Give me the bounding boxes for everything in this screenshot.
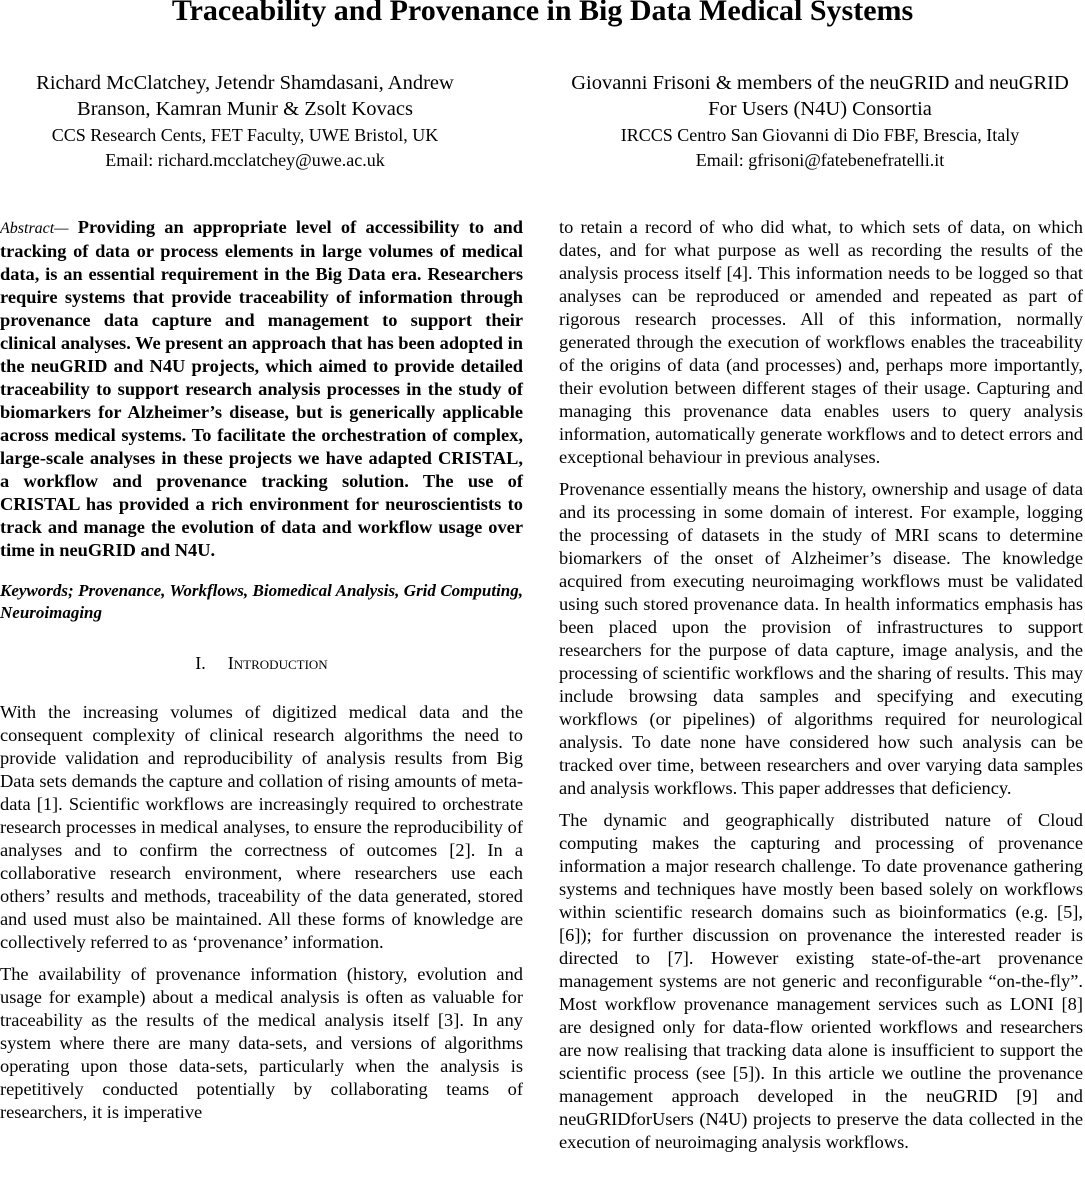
section-number: I. [195,653,206,673]
abstract-label: Abstract— [0,220,69,237]
section-title: Introduction [227,653,328,673]
section-heading [0,652,523,675]
author-block-right [555,70,1085,172]
author-affiliation: CCS Research Cents, FET Faculty, UWE Bristol, UK [51,125,439,145]
author-affiliation: IRCCS Centro San Giovanni di Dio FBF, Brescia, Italy [620,125,1020,145]
body-paragraph: Provenance essentially means the history, ownership and usage of data and its processing in some domain of interest. For example, logging the processing of datasets in the study of MRI scans to determine biomarkers of the onset of Alzheimer’s disease. The knowledge acquired from executing neuroimaging workflows must be validated using such stored provenance data. In health informatics emphasis has been placed upon the provision of infrastructures to support researchers for the purpose of data capture, image analysis, and the processing of scientific workflows and the sharing of results. This may include browsing data samples and specifying and executing workflows (or pipelines) of algorithms required for neurological analysis. To date none have considered how such analysis can be tracked over time, between researchers and over varying data samples and analysis workflows. This paper addresses that deficiency. [559,479,1083,798]
author-names: Giovanni Frisoni & members of the neuGRID and neuGRID For Users (N4U) Consortia [571,72,1069,120]
body-paragraph: to retain a record of who did what, to which sets of data, on which dates, and for what purpose as well as recording the results of the analysis process itself [4]. This information needs to be logged so that analyses can be reproduced or amended and repeated as part of rigorous research processes. All of this information, normally generated through the execution of workflows enables the traceability of the origins of data (and processes) and, perhaps more importantly, their evolution between different stages of their usage. Capturing and managing this provenance data enables users to query analysis information, automatically generate workflows and to detect errors and exceptional behaviour in previous analyses. [559,217,1083,467]
left-column [0,216,523,1124]
body-paragraph: The availability of provenance information (history, evolution and usage for example) about a medical analysis is often as valuable for traceability as the results of the medical analysis itself [3]. In any system where there are many data-sets, and versions of algorithms operating upon those data-sets, particularly when the analysis is repetitively conducted potentially by collaborating teams of researchers, it is imperative [0,964,523,1122]
body-paragraph: The dynamic and geographically distributed nature of Cloud computing makes the capturing and processing of provenance information a major research challenge. To date provenance gathering systems and techniques have mostly been based solely on workflows within scientific research domains such as bioinformatics (e.g. [5], [6]); for further discussion on provenance the interested reader is directed to [7]. However existing state-of-the-art provenance management systems are not generic and reconfigurable “on-the-fly”. Most workflow provenance management services such as LONI [8] are designed only for data-flow oriented workflows and researchers are now realising that tracking data alone is insufficient to support the scientific process (see [5]). In this article we outline the provenance management approach developed in the neuGRID [9] and neuGRIDforUsers (N4U) projects to preserve the data collected in the execution of neuroimaging analysis workflows. [559,810,1083,1152]
abstract [0,216,523,562]
author-email: Email: richard.mcclatchey@uwe.ac.uk [105,150,385,170]
body-paragraph: With the increasing volumes of digitized medical data and the consequent complexity of clinical research algorithms the need to provide validation and reproducibility of analysis results from Big Data sets demands the capture and collation of rising amounts of meta-data [1]. Scientific workflows are increasingly required to orchestrate research processes in medical analyses, to ensure the reproducibility of analyses and to confirm the correctness of outcomes [2]. In a collaborative research environment, where researchers use each others’ results and methods, traceability of the data generated, stored and used must also be maintained. All these forms of knowledge are collectively referred to as ‘provenance’ information. [0,702,523,952]
keywords: Keywords; Provenance, Workflows, Biomedical Analysis, Grid Computing, Neuroimaging [0,581,523,622]
author-email: Email: gfrisoni@fatebenefratelli.it [695,150,945,170]
abstract-text: Providing an appropriate level of accessibility to and tracking of data or process elements in large volumes of medical data, is an essential requirement in the Big Data era. Researchers require systems that provide traceability of information through provenance data capture and management to support their clinical analyses. We present an approach that has been adopted in the neuGRID and N4U projects, which aimed to provide detailed traceability to support research analysis processes in the study of biomarkers for Alzheimer’s disease, but is generically applicable across medical systems. To facilitate the orchestration of complex, large-scale analyses in these projects we have adapted CRISTAL, a workflow and provenance tracking solution. The use of CRISTAL has provided a rich environment for neuroscientists to track and manage the evolution of data and workflow usage over time in neuGRID and N4U. [0,217,523,560]
paper-title: Traceability and Provenance in Big Data Medical Systems [171,0,914,27]
right-column [559,216,1083,1154]
author-block-left [0,70,490,172]
author-names: Richard McClatchey, Jetendr Shamdasani, Andrew Branson, Kamran Munir & Zsolt Kovacs [36,72,454,120]
